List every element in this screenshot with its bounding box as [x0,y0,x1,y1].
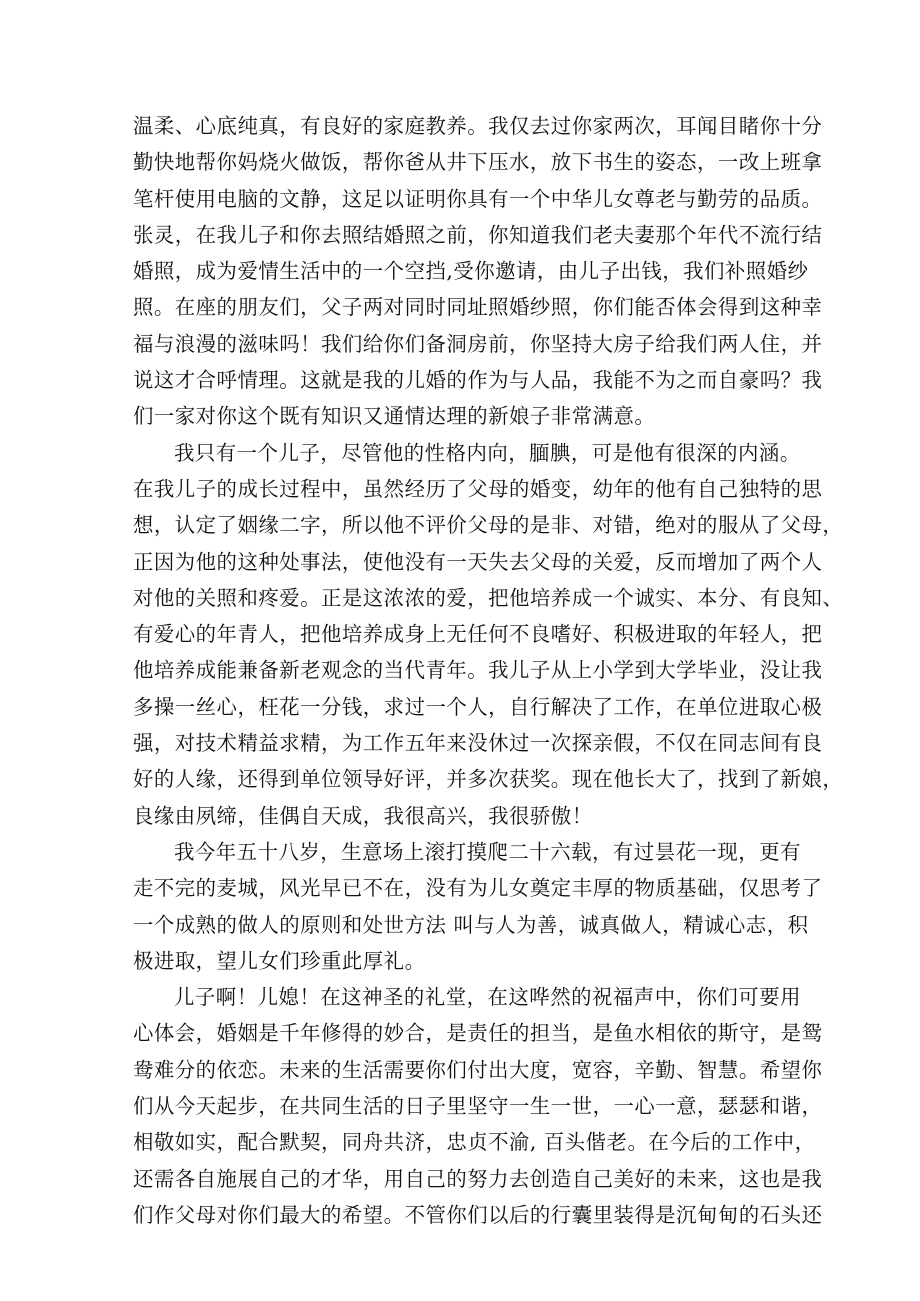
paragraph-1 [133,108,823,435]
paragraph-3 [133,834,823,979]
text-line: 强，对技术精益求精，为工作五年来没休过一次探亲假，不仅在同志间有良 [133,731,823,756]
text-line: 温柔、心底纯真，有良好的家庭教养。我仅去过你家两次，耳闻目睹你十分 [133,114,823,138]
document-body [133,108,844,1233]
text-line: 心体会，婚姻是千年修得的妙合，是责任的担当，是鱼水相依的斯守，是鸳 [133,1021,823,1046]
text-line: 多操一丝心，枉花一分钱，求过一个人，自行解决了工作，在单位进取心极 [133,694,823,719]
text-line: 们作父母对你们最大的希望。不管你们以后的行囊里装得是沉甸甸的石头还 [133,1202,823,1227]
text-line: 们从今天起步，在共同生活的日子里坚守一生一世，一心一意，瑟瑟和谐， [133,1094,823,1119]
text-line: 我只有一个儿子，尽管他的性格内向，腼腆，可是他有很深的内涵。 [174,440,801,465]
text-line: 笔杆使用电脑的文静，这足以证明你具有一个中华儿女尊老与勤劳的品质。 [133,186,823,211]
text-line: 对他的关照和疼爱。正是这浓浓的爱，把他培养成一个诚实、本分、有良知、 [133,585,844,610]
text-line: 照。在座的朋友们，父子两对同时同址照婚纱照，你们能否体会得到这种幸 [133,295,823,320]
text-line: 儿子啊！儿媳！在这神圣的礼堂，在这哗然的祝福声中，你们可要用 [174,985,801,1010]
text-line: 福与浪漫的滋味吗！我们给你们备洞房前，你坚持大房子给我们两人住，并 [133,331,823,356]
paragraph-4 [133,979,823,1233]
text-line: 们一家对你这个既有知识又通情达理的新娘子非常满意。 [133,404,656,429]
text-line: 张灵，在我儿子和你去照结婚照之前，你知道我们老夫妻那个年代不流行结 [133,222,823,247]
text-line: 鸯难分的依恋。未来的生活需要你们付出大度，宽容，辛勤、智慧。希望你 [133,1057,823,1082]
text-line: 我今年五十八岁，生意场上滚打摸爬二十六载，有过昙花一现，更有 [174,839,801,864]
text-line: 想，认定了姻缘二字，所以他不评价父母的是非、对错，绝对的服从了父母， [133,513,844,538]
text-line: 极进取，望儿女们珍重此厚礼。 [133,948,426,973]
text-line: 婚照，成为爱情生活中的一个空挡,受你邀请，由儿子出钱，我们补照婚纱 [133,259,809,284]
text-line: 他培养成能兼备新老观念的当代青年。我儿子从上小学到大学毕业，没让我 [133,658,823,683]
text-line: 正因为他的这种处事法，使他没有一天失去父母的关爱，反而增加了两个人 [133,549,823,574]
text-line: 勤快地帮你妈烧火做饭，帮你爸从井下压水，放下书生的姿态，一改上班拿 [133,150,823,175]
text-line: 有爱心的年青人，把他培养成身上无任何不良嗜好、积极进取的年轻人，把 [133,622,823,647]
text-line: 相敬如实，配合默契，同舟共济，忠贞不渝, 百头偕老。在今后的工作中， [133,1130,816,1155]
text-line: 一个成熟的做人的原则和处世方法 叫与人为善，诚真做人，精诚心志，积 [133,912,809,937]
text-line: 还需各自施展自己的才华，用自己的努力去创造自己美好的未来，这也是我 [133,1166,823,1191]
text-line: 好的人缘，还得到单位领导好评，并多次获奖。现在他长大了，找到了新娘， [133,767,844,792]
text-line: 良缘由夙缔，佳偶自天成，我很高兴，我很骄傲！ [133,803,593,828]
text-line: 走不完的麦城，风光早已不在，没有为儿女奠定丰厚的物质基础，仅思考了 [133,876,823,901]
text-line: 说这才合呼情理。这就是我的儿婚的作为与人品，我能不为之而自豪吗？我 [133,368,823,393]
text-line: 在我儿子的成长过程中，虽然经历了父母的婚变，幼年的他有自己独特的思 [133,476,823,501]
paragraph-2 [133,435,844,834]
